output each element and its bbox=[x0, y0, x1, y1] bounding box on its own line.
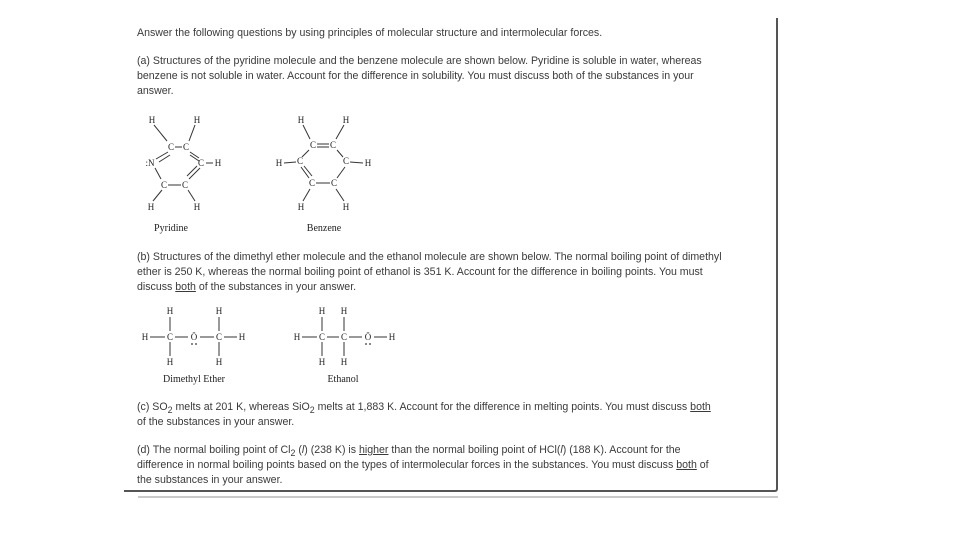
atom-o: Ö bbox=[190, 332, 198, 342]
atom-h: H bbox=[293, 332, 301, 342]
part-d-line-1: (d) The normal boiling point of $Cl_2$ (l) (238 K) is higher than the normal boiling point of HCl(l) (188 K). Account for the bbox=[137, 444, 681, 459]
atom-c: C bbox=[330, 178, 338, 188]
atom-h: H bbox=[141, 332, 149, 342]
atom-h: H bbox=[166, 357, 174, 367]
ethanol-label: Ethanol bbox=[327, 374, 359, 385]
part-c-line-1: (c) $SO_2$ melts at 201 K, whereas SiO$_2$ melts at 1,883 K. Account for the difference in melting points. You must discuss both bbox=[137, 401, 711, 416]
atom-h: H bbox=[275, 158, 283, 168]
atom-h: H bbox=[318, 306, 326, 316]
atom-h: H bbox=[297, 115, 305, 125]
atom-c: C bbox=[318, 332, 326, 342]
atom-h: H bbox=[318, 357, 326, 367]
part-d-line-3: the substances in your answer. bbox=[137, 474, 283, 486]
part-b-line-2: ether is 250 K, whereas the normal boiling point of ethanol is 351 K. Account for the difference in boiling points. You must bbox=[137, 266, 703, 278]
atom-c: C bbox=[340, 332, 348, 342]
part-c-line-2: of the substances in your answer. bbox=[137, 416, 295, 428]
part-b-line-1: (b) Structures of the dimethyl ether molecule and the ethanol molecule are shown below. The normal boiling point of dimethyl bbox=[137, 251, 722, 263]
part-a-line-1: (a) Structures of the pyridine molecule and the benzene molecule are shown below. Pyridine is soluble in water, whereas bbox=[137, 55, 702, 67]
atom-c: C bbox=[308, 178, 316, 188]
atom-h: H bbox=[388, 332, 396, 342]
part-d-line-2: difference in normal boiling points based on the types of intermolecular forces in the substances. You must discuss both of bbox=[137, 459, 709, 471]
pyridine-label: Pyridine bbox=[154, 223, 188, 234]
atom-h: H bbox=[214, 158, 222, 168]
atom-o: Ö bbox=[364, 332, 372, 342]
atom-c: C bbox=[167, 142, 175, 152]
atom-h: H bbox=[238, 332, 246, 342]
intro-text: Answer the following questions by using principles of molecular structure and intermolecular forces. bbox=[137, 27, 603, 39]
atom-h: H bbox=[147, 202, 155, 212]
atom-c: C bbox=[182, 142, 190, 152]
atom-c: C bbox=[329, 140, 337, 150]
atom-c: C bbox=[166, 332, 174, 342]
ethanol-structure bbox=[280, 302, 410, 390]
atom-h: H bbox=[166, 306, 174, 316]
part-a-line-3: answer. bbox=[137, 85, 174, 97]
atom-h: H bbox=[340, 357, 348, 367]
atom-h: H bbox=[193, 115, 201, 125]
atom-h: H bbox=[215, 357, 223, 367]
atom-c: C bbox=[160, 180, 168, 190]
dimethyl-ether-label: Dimethyl Ether bbox=[163, 374, 225, 385]
part-a-line-2: benzene is not soluble in water. Account for the difference in solubility. You must discuss both of the substances in your bbox=[137, 70, 694, 82]
bottom-divider bbox=[138, 496, 778, 498]
atom-h: H bbox=[148, 115, 156, 125]
dimethyl-ether-structure bbox=[136, 302, 262, 390]
atom-c: C bbox=[197, 158, 205, 168]
atom-h: H bbox=[340, 306, 348, 316]
benzene-label: Benzene bbox=[306, 223, 342, 234]
pyridine-structure bbox=[130, 112, 240, 236]
atom-h: H bbox=[297, 202, 305, 212]
atom-h: H bbox=[364, 158, 372, 168]
atom-c: C bbox=[309, 140, 317, 150]
atom-n: :N bbox=[145, 158, 155, 168]
part-b-line-3: discuss both of the substances in your answer. bbox=[137, 281, 357, 293]
atom-c: C bbox=[342, 156, 350, 166]
atom-h: H bbox=[215, 306, 223, 316]
atom-c: C bbox=[181, 180, 189, 190]
atom-h: H bbox=[342, 115, 350, 125]
atom-c: C bbox=[215, 332, 223, 342]
atom-h: H bbox=[342, 202, 350, 212]
benzene-structure bbox=[270, 112, 380, 236]
atom-h: H bbox=[193, 202, 201, 212]
atom-c: C bbox=[296, 156, 304, 166]
